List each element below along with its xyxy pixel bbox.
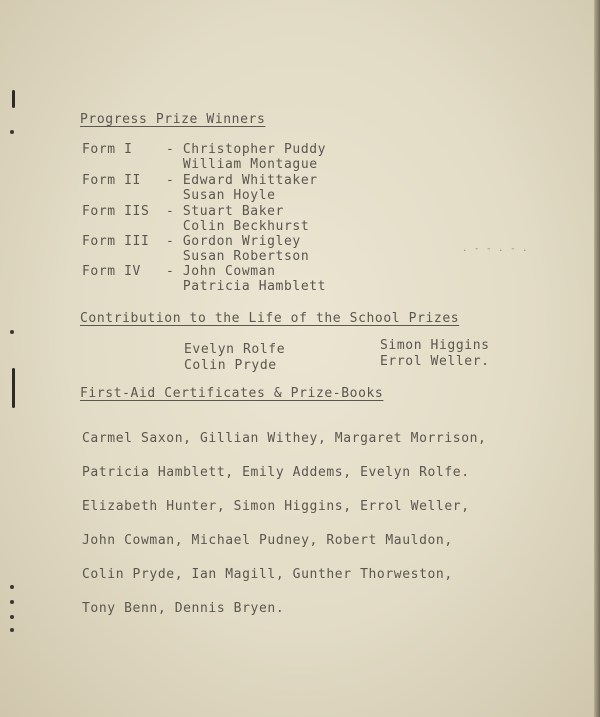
- contribution-names-right: [380, 338, 490, 370]
- form-row: Form IV - John Cowman Patricia Hamblett: [82, 264, 327, 294]
- name-line: Patricia Hamblett, Emily Addems, Evelyn Rolfe.: [82, 465, 470, 480]
- first-aid-names-paragraph: [82, 413, 522, 634]
- winner-name: Gordon Wrigley: [182, 234, 301, 249]
- name-line: Carmel Saxon, Gillian Withey, Margaret Morrison,: [82, 431, 487, 446]
- binding-hole: [10, 615, 14, 619]
- winner-name: Patricia Hamblett: [182, 279, 327, 294]
- form-row: Form III - Gordon Wrigley Susan Robertson: [82, 234, 310, 264]
- winner-name: Colin Beckhurst: [182, 219, 310, 234]
- binding-mark: [12, 368, 15, 408]
- binding-hole: [10, 330, 14, 334]
- binding-hole: [10, 585, 14, 589]
- winner-name: Christopher Puddy: [182, 142, 327, 157]
- winner-name: John Cowman: [182, 264, 276, 279]
- binding-hole: [10, 600, 14, 604]
- form-label: Form II: [82, 173, 141, 188]
- name-line: Tony Benn, Dennis Bryen.: [82, 601, 285, 616]
- name-line: John Cowman, Michael Pudney, Robert Mauldon,: [82, 533, 453, 548]
- name-line: Elizabeth Hunter, Simon Higgins, Errol Weller,: [82, 499, 470, 514]
- form-label: Form III: [82, 234, 150, 249]
- name-line: Colin Pryde, Ian Magill, Gunther Thorweston,: [82, 567, 453, 582]
- progress-prize-heading: Progress Prize Winners: [80, 112, 266, 127]
- winner-name: William Montague: [182, 157, 318, 172]
- winner-name: Colin Pryde: [184, 358, 277, 373]
- form-row: Form IIS - Stuart Baker Colin Beckhurst: [82, 204, 310, 234]
- winner-name: Simon Higgins: [380, 338, 490, 353]
- contribution-prize-heading: Contribution to the Life of the School Prizes: [80, 311, 460, 326]
- page-edge-shadow: [594, 0, 600, 717]
- binding-mark: [12, 90, 15, 108]
- binding-hole: [10, 130, 14, 134]
- winner-name: Stuart Baker: [182, 204, 284, 219]
- form-label: Form I: [82, 142, 133, 157]
- binding-hole: [10, 628, 14, 632]
- ink-smudge: . - - . - .: [462, 244, 529, 254]
- winner-name: Susan Robertson: [182, 249, 310, 264]
- first-aid-heading: First-Aid Certificates & Prize-Books: [80, 386, 384, 401]
- winner-name: Susan Hoyle: [182, 188, 276, 203]
- winner-name: Edward Whittaker: [182, 173, 318, 188]
- form-label: Form IV: [82, 264, 141, 279]
- form-row: Form I - Christopher Puddy William Montague: [82, 142, 327, 172]
- winner-name: Evelyn Rolfe: [184, 342, 286, 357]
- contribution-names-left: [184, 342, 285, 374]
- form-label: Form IIS: [82, 204, 150, 219]
- winner-name: Errol Weller.: [380, 354, 490, 369]
- form-row: Form II - Edward Whittaker Susan Hoyle: [82, 173, 318, 203]
